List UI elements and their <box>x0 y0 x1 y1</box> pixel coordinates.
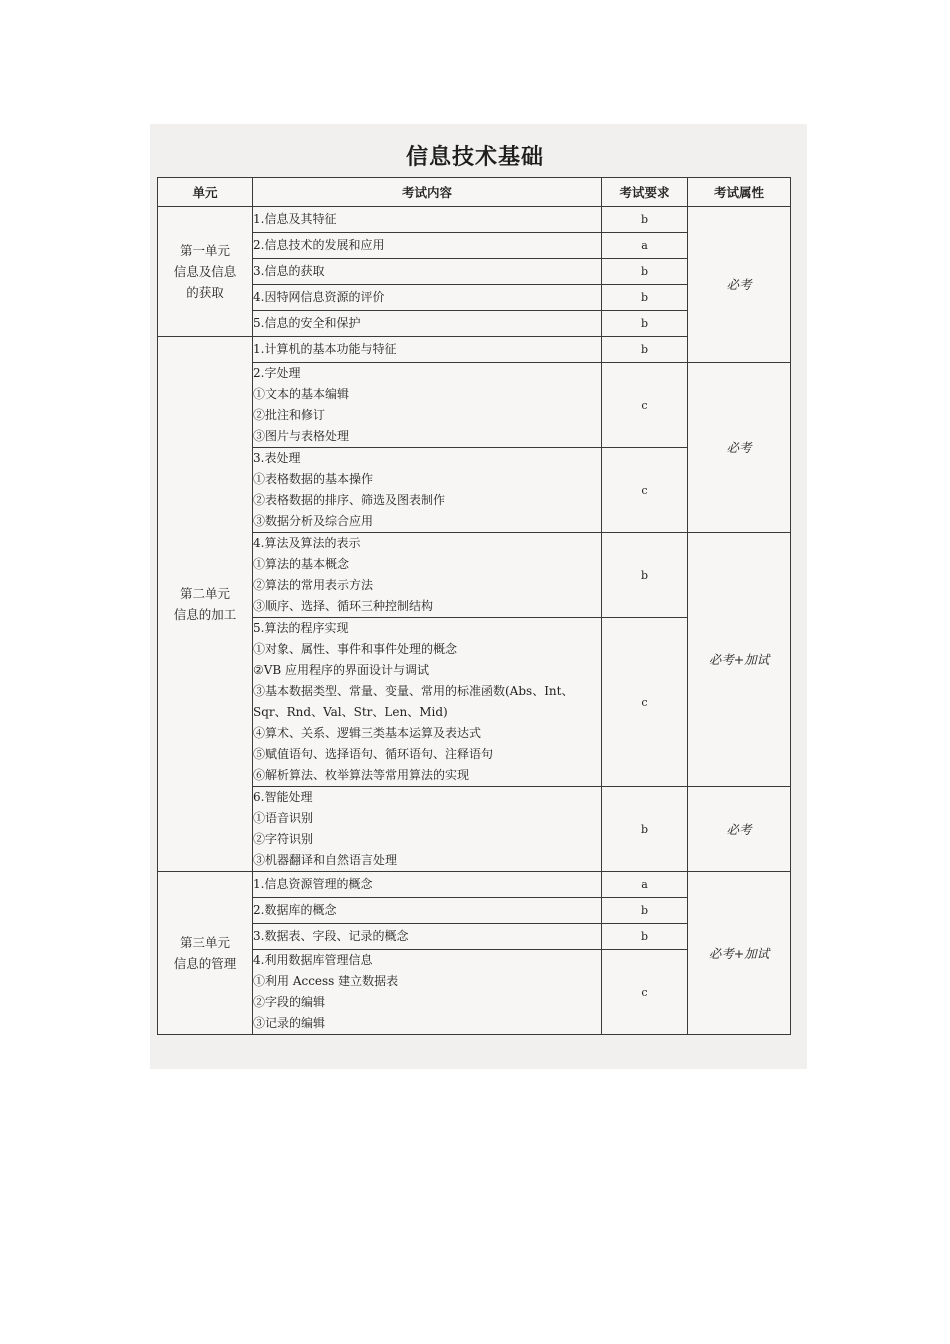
content-cell <box>253 448 602 533</box>
requirement-cell: b <box>602 337 688 363</box>
table-row <box>158 363 791 448</box>
attribute-cell: 必考+加试 <box>688 872 791 1035</box>
content-cell <box>253 207 602 233</box>
header-requirement: 考试要求 <box>602 178 688 207</box>
content-line: ③图片与表格处理 <box>253 429 350 443</box>
content-cell <box>253 233 602 259</box>
content-line: ③顺序、选择、循环三种控制结构 <box>253 599 434 613</box>
table-row <box>158 787 791 872</box>
content-line: ①利用 Access 建立数据表 <box>253 974 399 988</box>
content-cell <box>253 872 602 898</box>
content-line: ②字段的编辑 <box>253 995 326 1009</box>
requirement-cell: b <box>602 787 688 872</box>
unit-name-line: 第三单元 <box>179 935 230 950</box>
document-title: 信息技术基础 <box>405 145 544 170</box>
attribute-cell: 必考 <box>688 207 791 363</box>
content-line: ①算法的基本概念 <box>253 557 350 571</box>
content-line: 2.数据库的概念 <box>253 903 337 917</box>
content-line: 5.算法的程序实现 <box>253 621 349 635</box>
requirement-cell: b <box>602 207 688 233</box>
content-line: ④算术、关系、逻辑三类基本运算及表达式 <box>253 726 482 740</box>
unit-name-line: 的获取 <box>186 285 224 300</box>
content-line: 2.信息技术的发展和应用 <box>253 238 385 252</box>
content-cell <box>253 533 602 618</box>
content-line: 5.信息的安全和保护 <box>253 316 361 330</box>
requirement-cell: a <box>602 872 688 898</box>
content-line: Sqr、Rnd、Val、Str、Len、Mid) <box>253 705 448 719</box>
content-line: ①语音识别 <box>253 811 314 825</box>
requirement-cell: b <box>602 898 688 924</box>
content-cell <box>253 898 602 924</box>
content-line: 3.表处理 <box>253 451 301 465</box>
content-line: 4.算法及算法的表示 <box>253 536 361 550</box>
unit-name-line: 第一单元 <box>179 243 230 258</box>
content-cell <box>253 311 602 337</box>
exam-table <box>157 177 791 1035</box>
attribute-cell: 必考+加试 <box>688 533 791 787</box>
unit-name-line: 信息及信息 <box>173 264 237 279</box>
content-cell <box>253 259 602 285</box>
unit-1-cell <box>158 207 253 337</box>
requirement-cell: b <box>602 311 688 337</box>
content-line: ⑥解析算法、枚举算法等常用算法的实现 <box>253 768 470 782</box>
unit-3-cell <box>158 872 253 1035</box>
requirement-cell: c <box>602 363 688 448</box>
requirement-cell: a <box>602 233 688 259</box>
content-line: ①表格数据的基本操作 <box>253 472 374 486</box>
content-line: 4.利用数据库管理信息 <box>253 953 373 967</box>
content-line: 1.信息及其特征 <box>253 212 337 226</box>
table-row <box>158 872 791 898</box>
requirement-cell: b <box>602 285 688 311</box>
content-cell <box>253 363 602 448</box>
unit-2-cell <box>158 337 253 872</box>
content-line: ②表格数据的排序、筛选及图表制作 <box>253 493 446 507</box>
content-cell <box>253 787 602 872</box>
content-line: ③记录的编辑 <box>253 1016 326 1030</box>
attribute-cell: 必考 <box>688 363 791 533</box>
header-attribute: 考试属性 <box>688 178 791 207</box>
content-line: 3.数据表、字段、记录的概念 <box>253 929 409 943</box>
header-content: 考试内容 <box>253 178 602 207</box>
content-line: 4.因特网信息资源的评价 <box>253 290 385 304</box>
content-line: ③机器翻译和自然语言处理 <box>253 853 398 867</box>
content-line: ②批注和修订 <box>253 408 326 422</box>
content-line: ③数据分析及综合应用 <box>253 514 374 528</box>
content-cell <box>253 950 602 1035</box>
unit-name-line: 第二单元 <box>179 586 230 601</box>
requirement-cell: b <box>602 924 688 950</box>
requirement-cell: b <box>602 259 688 285</box>
table-row <box>158 207 791 233</box>
content-line: ⑤赋值语句、选择语句、循环语句、注释语句 <box>253 747 494 761</box>
content-line: ①文本的基本编辑 <box>253 387 350 401</box>
content-line: 3.信息的获取 <box>253 264 325 278</box>
header-unit: 单元 <box>158 178 253 207</box>
requirement-cell: c <box>602 618 688 787</box>
attribute-cell: 必考 <box>688 787 791 872</box>
requirement-cell: c <box>602 448 688 533</box>
content-line: ②VB 应用程序的界面设计与调试 <box>253 663 430 677</box>
unit-name-line: 信息的管理 <box>173 956 237 971</box>
content-line: 1.计算机的基本功能与特征 <box>253 342 397 356</box>
header-row <box>158 178 791 207</box>
content-line: ③基本数据类型、常量、变量、常用的标准函数(Abs、Int、 <box>253 684 574 698</box>
content-line: 2.字处理 <box>253 366 301 380</box>
content-cell <box>253 337 602 363</box>
content-cell <box>253 924 602 950</box>
content-line: 6.智能处理 <box>253 790 313 804</box>
content-line: 1.信息资源管理的概念 <box>253 877 373 891</box>
requirement-cell: b <box>602 533 688 618</box>
content-line: ①对象、属性、事件和事件处理的概念 <box>253 642 458 656</box>
unit-name-line: 信息的加工 <box>173 607 237 622</box>
requirement-cell: c <box>602 950 688 1035</box>
content-line: ②算法的常用表示方法 <box>253 578 374 592</box>
content-line: ②字符识别 <box>253 832 314 846</box>
content-cell <box>253 285 602 311</box>
content-cell <box>253 618 602 787</box>
table-row <box>158 533 791 618</box>
